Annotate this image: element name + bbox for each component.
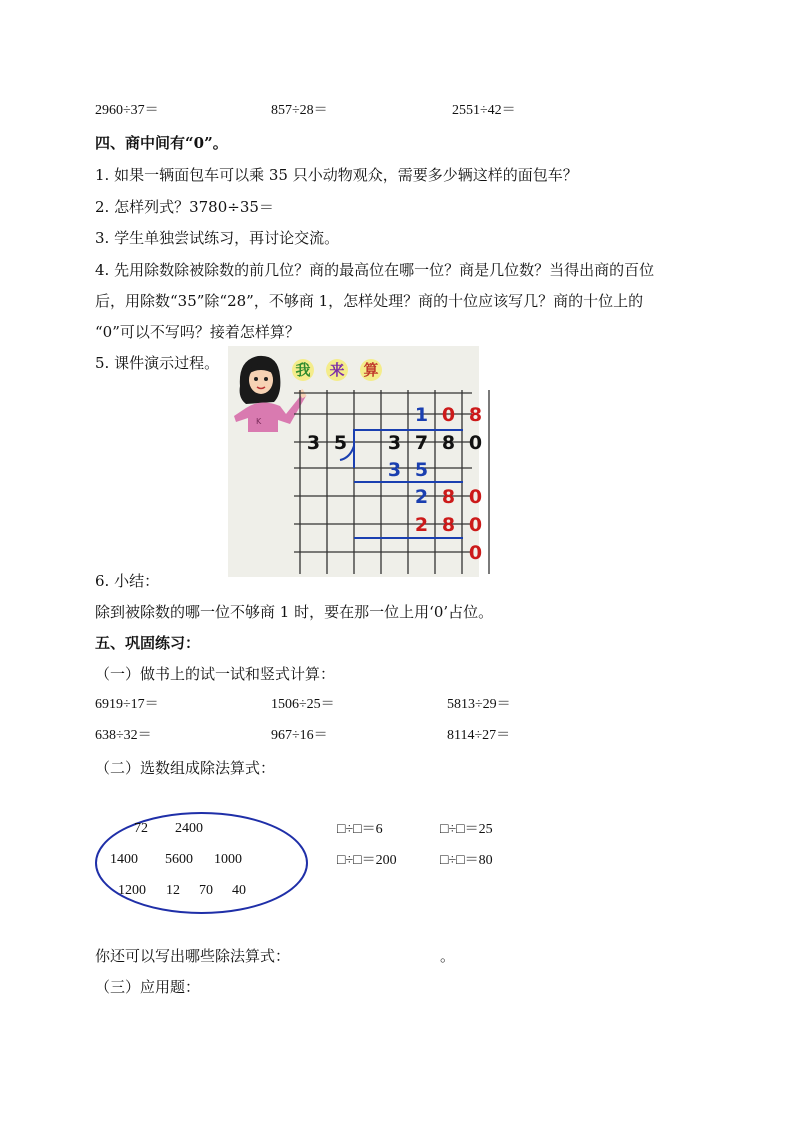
dividend-digit: 8 [441, 432, 456, 454]
exercise-8114-div-27: 8114÷27＝ [447, 728, 511, 743]
title-算 [360, 359, 382, 381]
section5-part2: （二）选数组成除法算式： [95, 759, 276, 777]
number-1200: 1200 [118, 883, 146, 898]
quotient-digit: 1 [414, 404, 429, 426]
number-1000: 1000 [214, 852, 242, 867]
svg-text:算: 算 [363, 361, 379, 379]
section5-more-prompt: 你还可以写出哪些除法算式： [95, 947, 291, 965]
fill-equation-6: □÷□＝6 [337, 822, 383, 837]
number-12: 12 [166, 883, 180, 898]
dividend-digit: 0 [468, 432, 483, 454]
number-2400: 2400 [175, 821, 203, 836]
remainder-digit: 2 [414, 486, 429, 508]
number-70: 70 [199, 883, 213, 898]
dividend-digit: 7 [414, 432, 429, 454]
section4-summary: 除到被除数的哪一位不够商 1 时，要在那一位上用‘0’占位。 [95, 603, 494, 621]
quotient-digit: 0 [441, 404, 456, 426]
section4-item6: 6. 小结： [95, 572, 160, 590]
dividend-digit: 3 [387, 432, 402, 454]
svg-text:我: 我 [295, 361, 311, 379]
exercise-6919-div-17: 6919÷17＝ [95, 697, 159, 712]
section4-item1: 1. 如果一辆面包车可以乘 35 只小动物观众，需要多少辆这样的面包车？ [95, 166, 578, 184]
divisor-digit: 3 [306, 432, 321, 454]
fill-equation-200: □÷□＝200 [337, 853, 397, 868]
step-digit: 3 [387, 459, 402, 481]
fill-equation-80: □÷□＝80 [440, 853, 493, 868]
title-我 [292, 359, 314, 381]
quotient-digit: 8 [468, 404, 483, 426]
exercise-1506-div-25: 1506÷25＝ [271, 697, 335, 712]
fill-equation-25: □÷□＝25 [440, 822, 493, 837]
exercise-2960-div-37: 2960÷37＝ [95, 103, 159, 118]
long-division-figure [228, 346, 483, 577]
exercise-5813-div-29: 5813÷29＝ [447, 697, 511, 712]
step-digit: 5 [414, 459, 429, 481]
section5-more-period: 。 [440, 947, 456, 965]
division-digits [307, 404, 482, 564]
remainder-digit: 0 [468, 486, 483, 508]
exercise-2551-div-42: 2551÷42＝ [452, 103, 516, 118]
number-5600: 5600 [165, 852, 193, 867]
final-remainder-digit: 0 [468, 542, 483, 564]
long-division-picture [228, 346, 483, 577]
svg-text:K: K [256, 417, 262, 426]
product-digit: 8 [441, 514, 456, 536]
svg-text:来: 来 [329, 361, 345, 379]
product-digit: 2 [414, 514, 429, 536]
exercise-638-div-32: 638÷32＝ [95, 728, 152, 743]
section5-part3: （三）应用题： [95, 978, 201, 996]
product-digit: 0 [468, 514, 483, 536]
number-72: 72 [134, 821, 148, 836]
section5-title: 五、巩固练习： [95, 634, 201, 652]
divisor-digit: 5 [333, 432, 348, 454]
number-1400: 1400 [110, 852, 138, 867]
exercise-967-div-16: 967÷16＝ [271, 728, 328, 743]
section4-item4-line3: “0”可以不写吗？接着怎样算？ [95, 323, 300, 341]
section4-item2: 2. 怎样列式？3780÷35＝ [95, 198, 274, 216]
section4-title: 四、商中间有“0”。 [95, 134, 228, 152]
section4-item4-line1: 4. 先用除数除被除数的前几位？商的最高位在哪一位？商是几位数？当得出商的百位 [95, 261, 655, 279]
title-来 [326, 359, 348, 381]
exercise-857-div-28: 857÷28＝ [271, 103, 328, 118]
number-40: 40 [232, 883, 246, 898]
section4-item3: 3. 学生单独尝试练习，再讨论交流。 [95, 229, 340, 247]
section4-item4-line2: 后，用除数“35”除“28”，不够商 1，怎样处理？商的十位应该写几？商的十位上的 [95, 292, 644, 310]
remainder-digit: 8 [441, 486, 456, 508]
section5-part1: （一）做书上的试一试和竖式计算： [95, 665, 336, 683]
section4-item5: 5. 课件演示过程。 [95, 354, 220, 372]
